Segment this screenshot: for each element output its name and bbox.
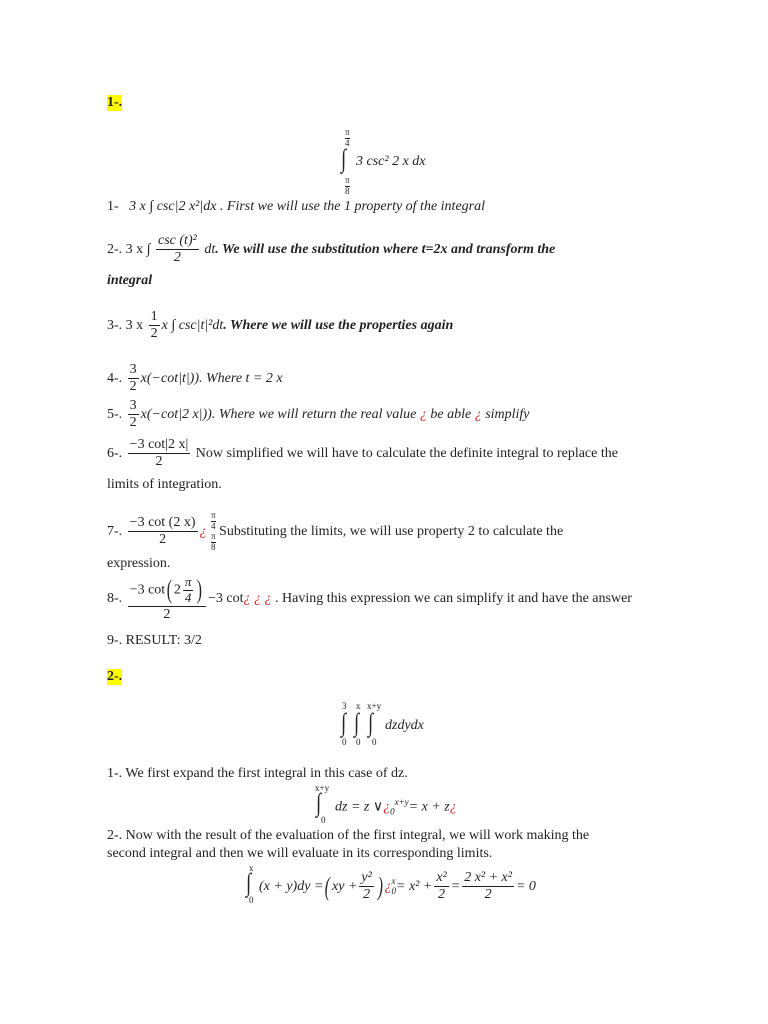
step-4: 4-. $\frac{3}{2}$ x(−cot|t|)). Where t = 2 x [107, 362, 283, 395]
step-1: 1- 3 x ∫ csc|2 x²|dx . First we will use the 1 property of the integral [107, 199, 485, 214]
s2-step-1-math: x+y ∫ 0 dz = z $\vee¿_0^{x+y}= x$ + z¿ [315, 783, 457, 825]
lower-limit: π 8 [345, 175, 350, 196]
upper-limit: π 4 [345, 127, 350, 148]
s2-step-2-math: x ∫ 0 (x + y)dy = ( xy + $\frac{\text{y²}}{2}$ ) ¿ x 0 = x² + $\frac{\text{x²}}{2}$ = $\frac{\text{2 x² + x²}}{2}$ = 0 [246, 863, 536, 905]
step-6: 6-. $\frac{-3 \cot|2 x|}{2}$ Now simplified we will have to calculate the definite integral to replace the [107, 437, 618, 470]
eval-limits: π 4 π 8 [211, 510, 216, 552]
section-2-label: 2-. [107, 669, 123, 684]
s2-step-1-text: 1-. We first expand the first integral in this case of dz. [107, 766, 408, 781]
integrand: 3 csc² 2 x dx [356, 154, 426, 169]
step-9: 9-. RESULT: 3/2 [107, 633, 202, 648]
triple-integral: 3 x x+y ∫ ∫ ∫ dzdydx 0 0 0 [341, 701, 424, 747]
integral-sign: ∫ [341, 144, 347, 173]
definite-integral-header [340, 128, 460, 198]
step-7: 7-. $\frac{-3 \cot (2 x)}{2}$ ¿ π 4 π 8 Substituting the limits, we will use property 2 to calculate the [107, 510, 564, 552]
step-5: 5-. $\frac{3}{2}$ x(−cot|2 x|)). Where we will return the real value ¿ be able ¿ simplify [107, 398, 530, 431]
section-1-label: 1-. [107, 95, 123, 110]
step-8: 8-. −3 cot( 2 $\frac{\pi}{4}$ ) 2 −3 cot¿ ¿ ¿ . Having this expression we can simplify it and have the answer [107, 574, 632, 622]
integral-sign-3: ∫ [368, 708, 374, 737]
s2-step-2-text-2: second integral and then we will evaluate in its corresponding limits. [107, 846, 493, 861]
step-2-continuation: integral [107, 273, 153, 288]
step-3: 3-. 3 x $\frac{1}{2}$ x ∫ csc|t|²dt. Where we will use the properties again [107, 309, 454, 342]
integral-sign-2: ∫ [354, 708, 360, 737]
step-6-continuation: limits of integration. [107, 477, 222, 492]
integral-sign-1: ∫ [341, 708, 347, 737]
s2-step-2-text-1: 2-. Now with the result of the evaluation of the first integral, we will work making the [107, 828, 590, 843]
step-7-continuation: expression. [107, 556, 171, 571]
step-2: 2-. 3 x ∫ $\frac{\text{csc (t)²}}{2}$ dt. We will use the substitution where t=2x and transform the [107, 233, 556, 266]
